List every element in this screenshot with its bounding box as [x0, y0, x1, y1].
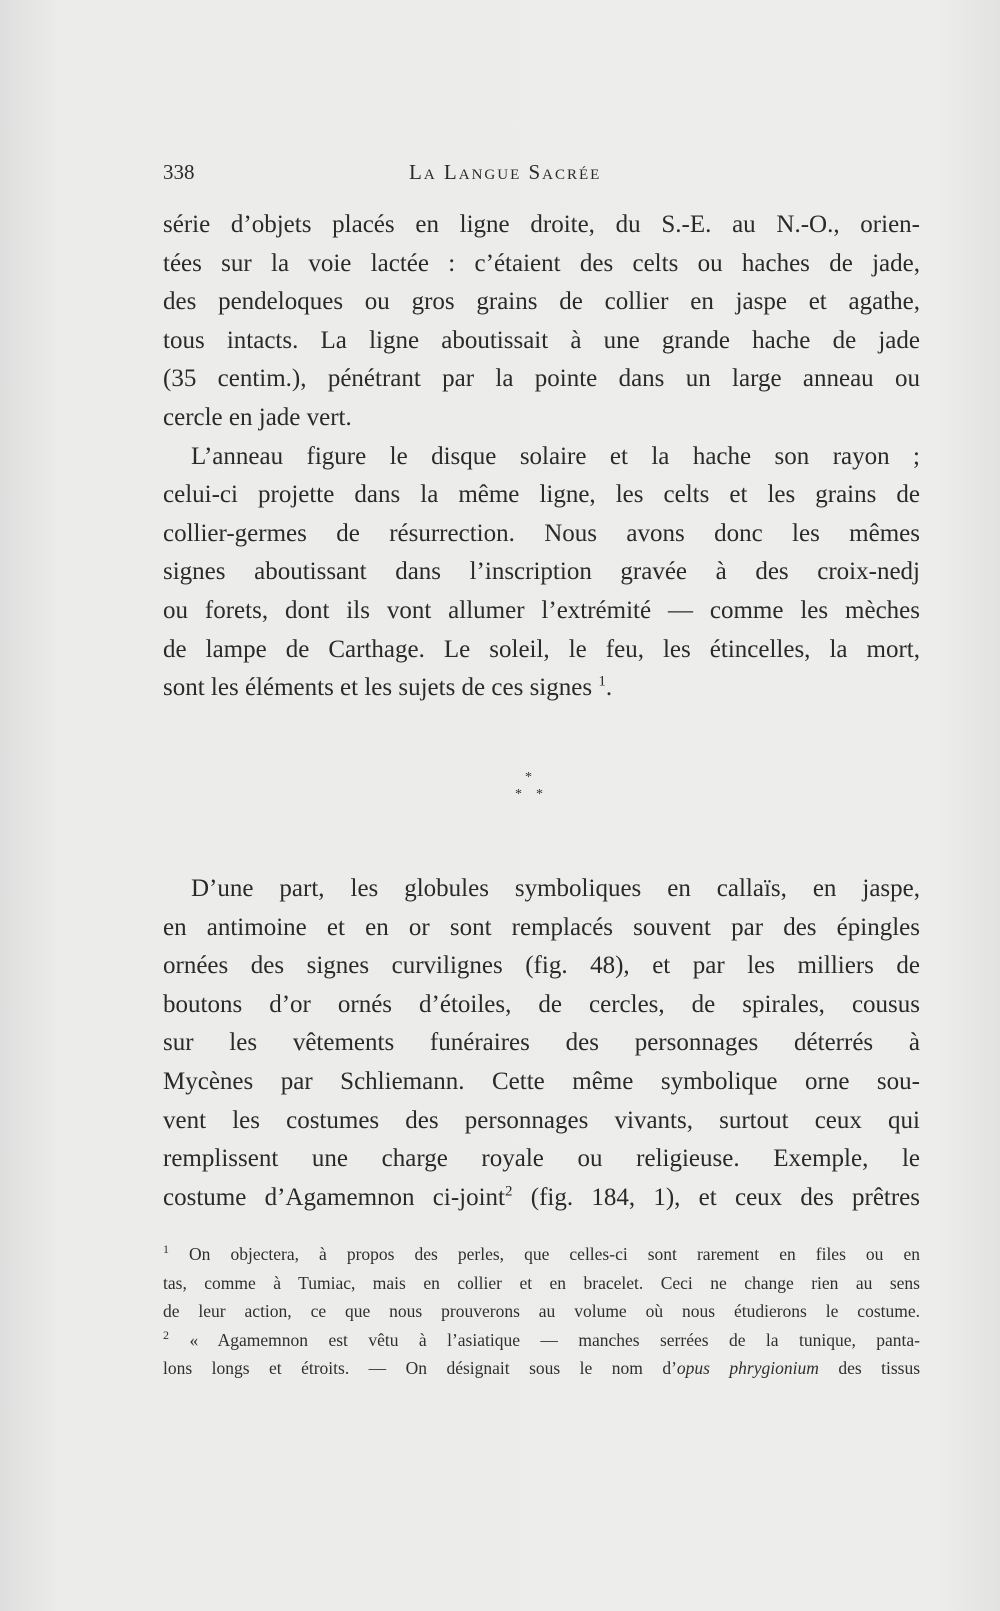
- paragraph-2: [163, 438, 920, 708]
- footnote-1: [163, 1240, 920, 1326]
- text-line: collier-germes de résurrection. Nous avons donc les mêmes: [163, 519, 920, 547]
- text-line: en antimoine et en or sont remplacés souvent par des épingles: [163, 913, 920, 941]
- text-line: boutons d’or ornés d’étoiles, de cercles, de spirales, cousus: [163, 990, 920, 1018]
- main-text-top: [163, 206, 920, 708]
- text-line: tées sur la voie lactée : c’étaient des celts ou haches de jade,: [163, 249, 920, 277]
- asterisk-icon: *: [515, 787, 522, 802]
- footnote-line: [163, 1354, 920, 1383]
- text-line: (35 centim.), pénétrant par la pointe dans un large anneau ou: [163, 365, 920, 393]
- italic-term: opus phrygionium: [676, 1358, 819, 1378]
- text-line: vent les costumes des personnages vivants, surtout ceux qui: [163, 1106, 920, 1134]
- text-fragment: sont les éléments et les sujets de ces signes: [163, 674, 593, 702]
- footnote-2: [163, 1326, 920, 1383]
- running-title: La Langue Sacrée: [409, 160, 602, 184]
- footnote-mark: 2: [163, 1327, 169, 1342]
- text-line: L’anneau figure le disque solaire et la hache son rayon ;: [191, 442, 920, 470]
- footnotes: [163, 1240, 920, 1383]
- end-punctuation: .: [605, 674, 613, 702]
- asterisk-icon: *: [525, 770, 532, 785]
- footnote-line: [163, 1240, 920, 1269]
- text-line: des pendeloques ou gros grains de collier en jaspe et agathe,: [163, 288, 920, 316]
- text-line: ornées des signes curvilignes (fig. 48), et par les milliers de: [163, 952, 920, 980]
- text-fragment: (fig. 184, 1), et ceux des prêtres: [512, 1183, 920, 1211]
- page-number: 338: [163, 160, 195, 184]
- text-fragment: On objectera, à propos des perles, que celles-ci sont rarement en files ou en: [189, 1244, 920, 1264]
- text-line: celui-ci projette dans la même ligne, les celts et les grains de: [163, 481, 920, 509]
- footnote-mark: 1: [163, 1242, 169, 1257]
- text-line: remplissent une charge royale ou religieuse. Exemple, le: [163, 1145, 920, 1173]
- text-line: cercle en jade vert.: [163, 403, 352, 431]
- text-line-last: [163, 669, 920, 708]
- text-fragment: des tissus: [818, 1358, 920, 1378]
- asterisk-icon: *: [536, 787, 543, 802]
- footnote-line: de leur action, ce que nous prouverons au volume où nous étudierons le costume.: [163, 1301, 920, 1321]
- text-line: Mycènes par Schliemann. Cette même symbolique orne sou-: [163, 1067, 920, 1095]
- footnote-line: [163, 1326, 920, 1355]
- text-line: D’une part, les globules symboliques en callaïs, en jaspe,: [191, 875, 920, 902]
- main-text-bottom: [163, 870, 920, 1217]
- text-fragment: lons longs et étroits. — On désignait sous le nom d’: [163, 1358, 677, 1378]
- text-fragment: costume d’Agamemnon ci-joint: [163, 1183, 505, 1211]
- paragraph-1: [163, 206, 920, 438]
- page-header: [163, 160, 920, 190]
- text-line: ou forets, dont ils vont allumer l’extrémité — comme les mèches: [163, 596, 920, 624]
- text-line-with-ref: [163, 1179, 920, 1218]
- footnote-ref-2[interactable]: 2: [505, 1183, 513, 1200]
- text-line: série d’objets placés en ligne droite, du S.-E. au N.-O., orien-: [163, 211, 920, 238]
- section-separator: [515, 770, 565, 810]
- text-line: tous intacts. La ligne aboutissait à une grande hache de jade: [163, 326, 920, 354]
- text-line: sur les vêtements funéraires des personnages déterrés à: [163, 1029, 920, 1057]
- text-line: de lampe de Carthage. Le soleil, le feu, les étincelles, la mort,: [163, 635, 920, 663]
- text-fragment: « Agamemnon est vêtu à l’asiatique — manches serrées de la tunique, panta-: [189, 1329, 920, 1350]
- text-line: signes aboutissant dans l’inscription gravée à des croix-nedj: [163, 558, 920, 586]
- footnote-ref-1[interactable]: 1: [598, 673, 606, 690]
- footnote-line: tas, comme à Tumiac, mais en collier et en bracelet. Ceci ne change rien au sens: [163, 1272, 920, 1293]
- paragraph-3: [163, 870, 920, 1217]
